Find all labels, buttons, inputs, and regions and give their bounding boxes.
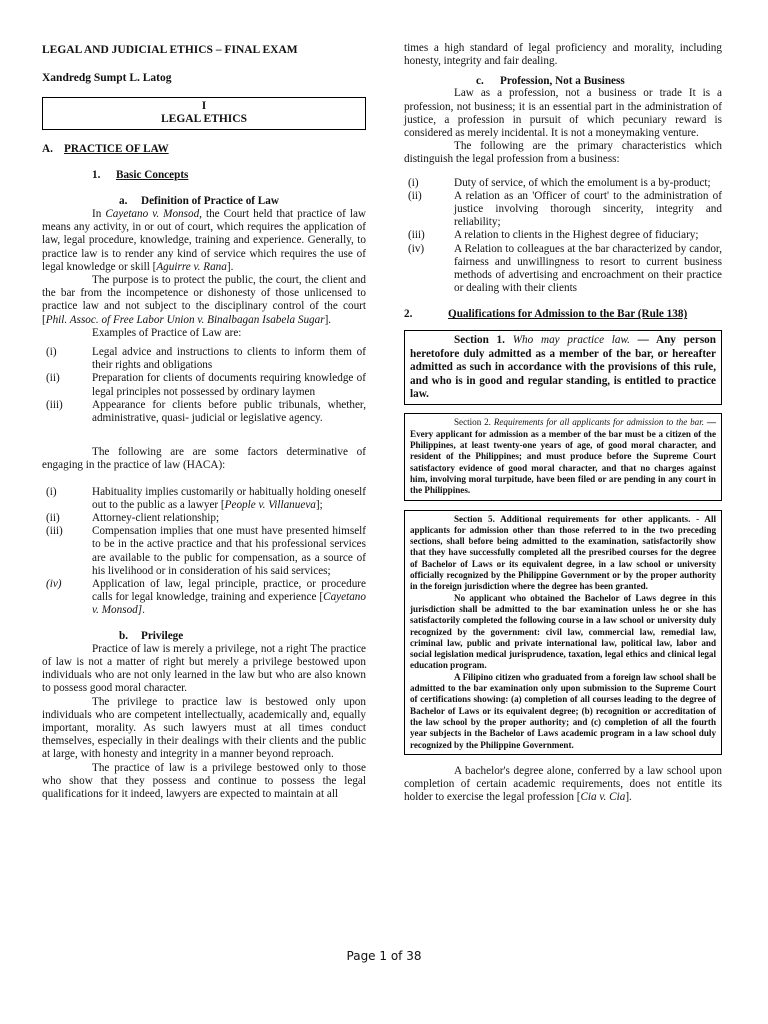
- list-item: (iv) Application of law, legal principle, practice, or procedure calls for legal knowledge, training and experience [Cayetano v. Monsod].: [46, 578, 366, 617]
- paragraph: The following are are some factors determinative of engaging in the practice of law (HACA):: [42, 446, 366, 472]
- topic-heading-profession: [476, 75, 722, 87]
- paragraph: The following are the primary characteristics which distinguish the legal profession from a business:: [404, 140, 722, 166]
- paragraph: Examples of Practice of Law are:: [92, 326, 242, 339]
- part-numeral: I: [201, 100, 207, 112]
- paragraph: Law as a profession, not a business or trade It is a profession, not business; it is an essential part in the administration of justice, a profession in pursuit of which pecuniary reward is considered as merely incidental. It is not a moneymaking venture.: [404, 87, 722, 140]
- list-item: (ii) Attorney-client relationship;: [46, 512, 220, 525]
- paragraph: The privilege to practice law is bestowed only upon individuals who are competent intellectually, academically and, equally important, morality. As such lawyers must at all times conduct themselves, especially in their dealings with their clients and the public at large, with honesty and integrity in a manner beyond reproach.: [42, 695, 366, 761]
- list-item: (i) Habituality implies customarily or habitually holding oneself out to the public as a lawyer [People v. Villanueva];: [46, 485, 366, 511]
- topic-heading-privilege: [119, 630, 366, 642]
- page-number: Page 1 of 38: [346, 949, 422, 963]
- topic-key: b.: [119, 629, 129, 642]
- characteristics-list: [404, 177, 722, 296]
- subsection-key: 1.: [92, 169, 101, 181]
- subsection-heading-qualifications: [404, 308, 722, 320]
- section-key: A.: [42, 143, 53, 155]
- section-heading-a: [42, 143, 366, 155]
- list-item: (iii) Compensation implies that one must have presented himself to be in the active practice and that his professional services are available to the public for compensation, as a source of his livelihood or in consideration of his said services;: [46, 525, 366, 577]
- paragraph: Practice of law is merely a privilege, not a right The practice of law is not a matter of right but merely a privilege bestowed upon individuals who are not only learned in the law but who are also known to possess good moral character.: [42, 642, 366, 695]
- topic-key: c.: [476, 75, 484, 88]
- subsection-title: Basic Concepts: [116, 169, 189, 181]
- author-name: Xandredg Sumpt L. Latog: [42, 72, 172, 84]
- list-item: (ii) A relation as an 'Officer of court' to the administration of justice involving thorough sincerity, integrity and reliability;: [408, 189, 722, 229]
- paragraph: The purpose is to protect the public, the court, the client and the bar from the incompetence or dishonesty of those unlicensed to practice law and not subject to the disciplinary control of the court [Phil. Assoc. of Free Labor Union v. Binalbagan Isabela Sugar].: [42, 274, 366, 326]
- paragraph: The practice of law is a privilege bestowed only to those who show that they possess and continue to possess the legal qualifications for it indeed, lawyers are expected to maintain at all: [42, 761, 366, 800]
- subsection-key: 2.: [404, 308, 413, 321]
- topic-title: Definition of Practice of Law: [141, 195, 279, 207]
- document-title: LEGAL AND JUDICIAL ETHICS – FINAL EXAM: [42, 44, 298, 56]
- paragraph: times a high standard of legal proficiency and morality, including honesty, integrity and fair dealing.: [404, 42, 722, 68]
- paragraph: A bachelor's degree alone, conferred by a law school upon completion of certain academic requirements, does not entitle its holder to exercise the legal profession [Cia v. Cia].: [404, 764, 722, 804]
- left-column: [42, 40, 366, 801]
- haca-list: [42, 486, 366, 618]
- topic-title: Privilege: [141, 629, 184, 642]
- list-item: (iii) Appearance for clients before public tribunals, whether, administrative, quasi- judicial or legislative agency.: [46, 398, 366, 425]
- list-item: (i) Legal advice and instructions to clients to inform them of their rights and obligations: [46, 346, 366, 372]
- subsection-title: Qualifications for Admission to the Bar (Rule 138): [448, 308, 688, 321]
- rule-section-2-box: Section 2. Requirements for all applicants for admission to the bar. — Every applicant for admission as a member of the bar must be a citizen of the Philippines, at least twenty-one years of age, of good moral character, and resident of the Philippines; and must produce before the Supreme Court satisfactory evidence of good moral character, and that no charges against him, involving moral turpitude, have been filed or are pending in any court in the Philippines.: [404, 413, 722, 500]
- rule-section-1-box: Section 1. Who may practice law. — Any person heretofore duly admitted as a member of the bar, or hereafter admitted as such in accordance with the provisions of this rule, and who is in good and regular standing, is entitled to practice law.: [404, 330, 722, 405]
- section-title: PRACTICE OF LAW: [64, 143, 169, 155]
- rule-section-5-box: Section 5. Additional requirements for other applicants. - All applicants for admission other than those referred to in the two preceding sections, shall before being admitted to the examination, satisfactorily show that they have successfully completed all the presribed courses for the degree of Bachelor of Laws or its equivalent degree, in a law school or university officially recognized by the Philippine Government or by the proper authority in the foreign jurisdiction where the degree has been granted. No applicant who obtained the Bachelor of Laws degree in this jurisdiction shall be admitted to the bar examination unless he or she has satisfactorily completed the following course in a law school or university duly recognized by the government: civil law, commercial law, remedial law, criminal law, public and private international law, political law, labor and social legislation medical jurisprudence, taxation, legal ethics and clinical legal education program. A Filipino citizen who graduated from a foreign law school shall be admitted to the bar examination only upon submission to the Supreme Court of certifications showing: (a) completion of all courses leading to the degree of Bachelor of Laws or its equivalent degree; (b) recognition or accreditation of the law school by the proper authority; and (c) completion of all the fourth year subjects in the Bachelor of Laws academic program in a law school duly recognized by the Philippine Government.: [404, 510, 722, 755]
- list-item: (iv) A Relation to colleagues at the bar characterized by candor, fairness and unwillingness to resort to current business methods of advertising and encroachment on their practice or dealing with their clients: [408, 242, 722, 295]
- subsection-heading-basic: [92, 169, 366, 181]
- topic-key: a.: [119, 195, 128, 207]
- list-item: (iii) A relation to clients in the Highest degree of fiduciary;: [408, 229, 699, 242]
- topic-heading-definition: [119, 195, 366, 207]
- part-heading-box: [42, 97, 366, 130]
- list-item: (ii) Preparation for clients of documents requiring knowledge of legal principles not possessed by ordinary laymen: [46, 372, 366, 398]
- examples-list: [42, 346, 366, 425]
- list-item: (i) Duty of service, of which the emolument is a by-product;: [408, 176, 711, 189]
- part-title: LEGAL ETHICS: [161, 113, 247, 125]
- right-column: [404, 42, 722, 804]
- paragraph: In Cayetano v. Monsod, the Court held that practice of law means any activity, in or out of court, which requires the application of law, legal procedure, knowledge, training and experience. Generally, to practice law is to render any kind of service which requires the use of legal knowledge or skill [Aguirre v. Rana].: [42, 208, 367, 273]
- topic-title: Profession, Not a Business: [500, 75, 625, 88]
